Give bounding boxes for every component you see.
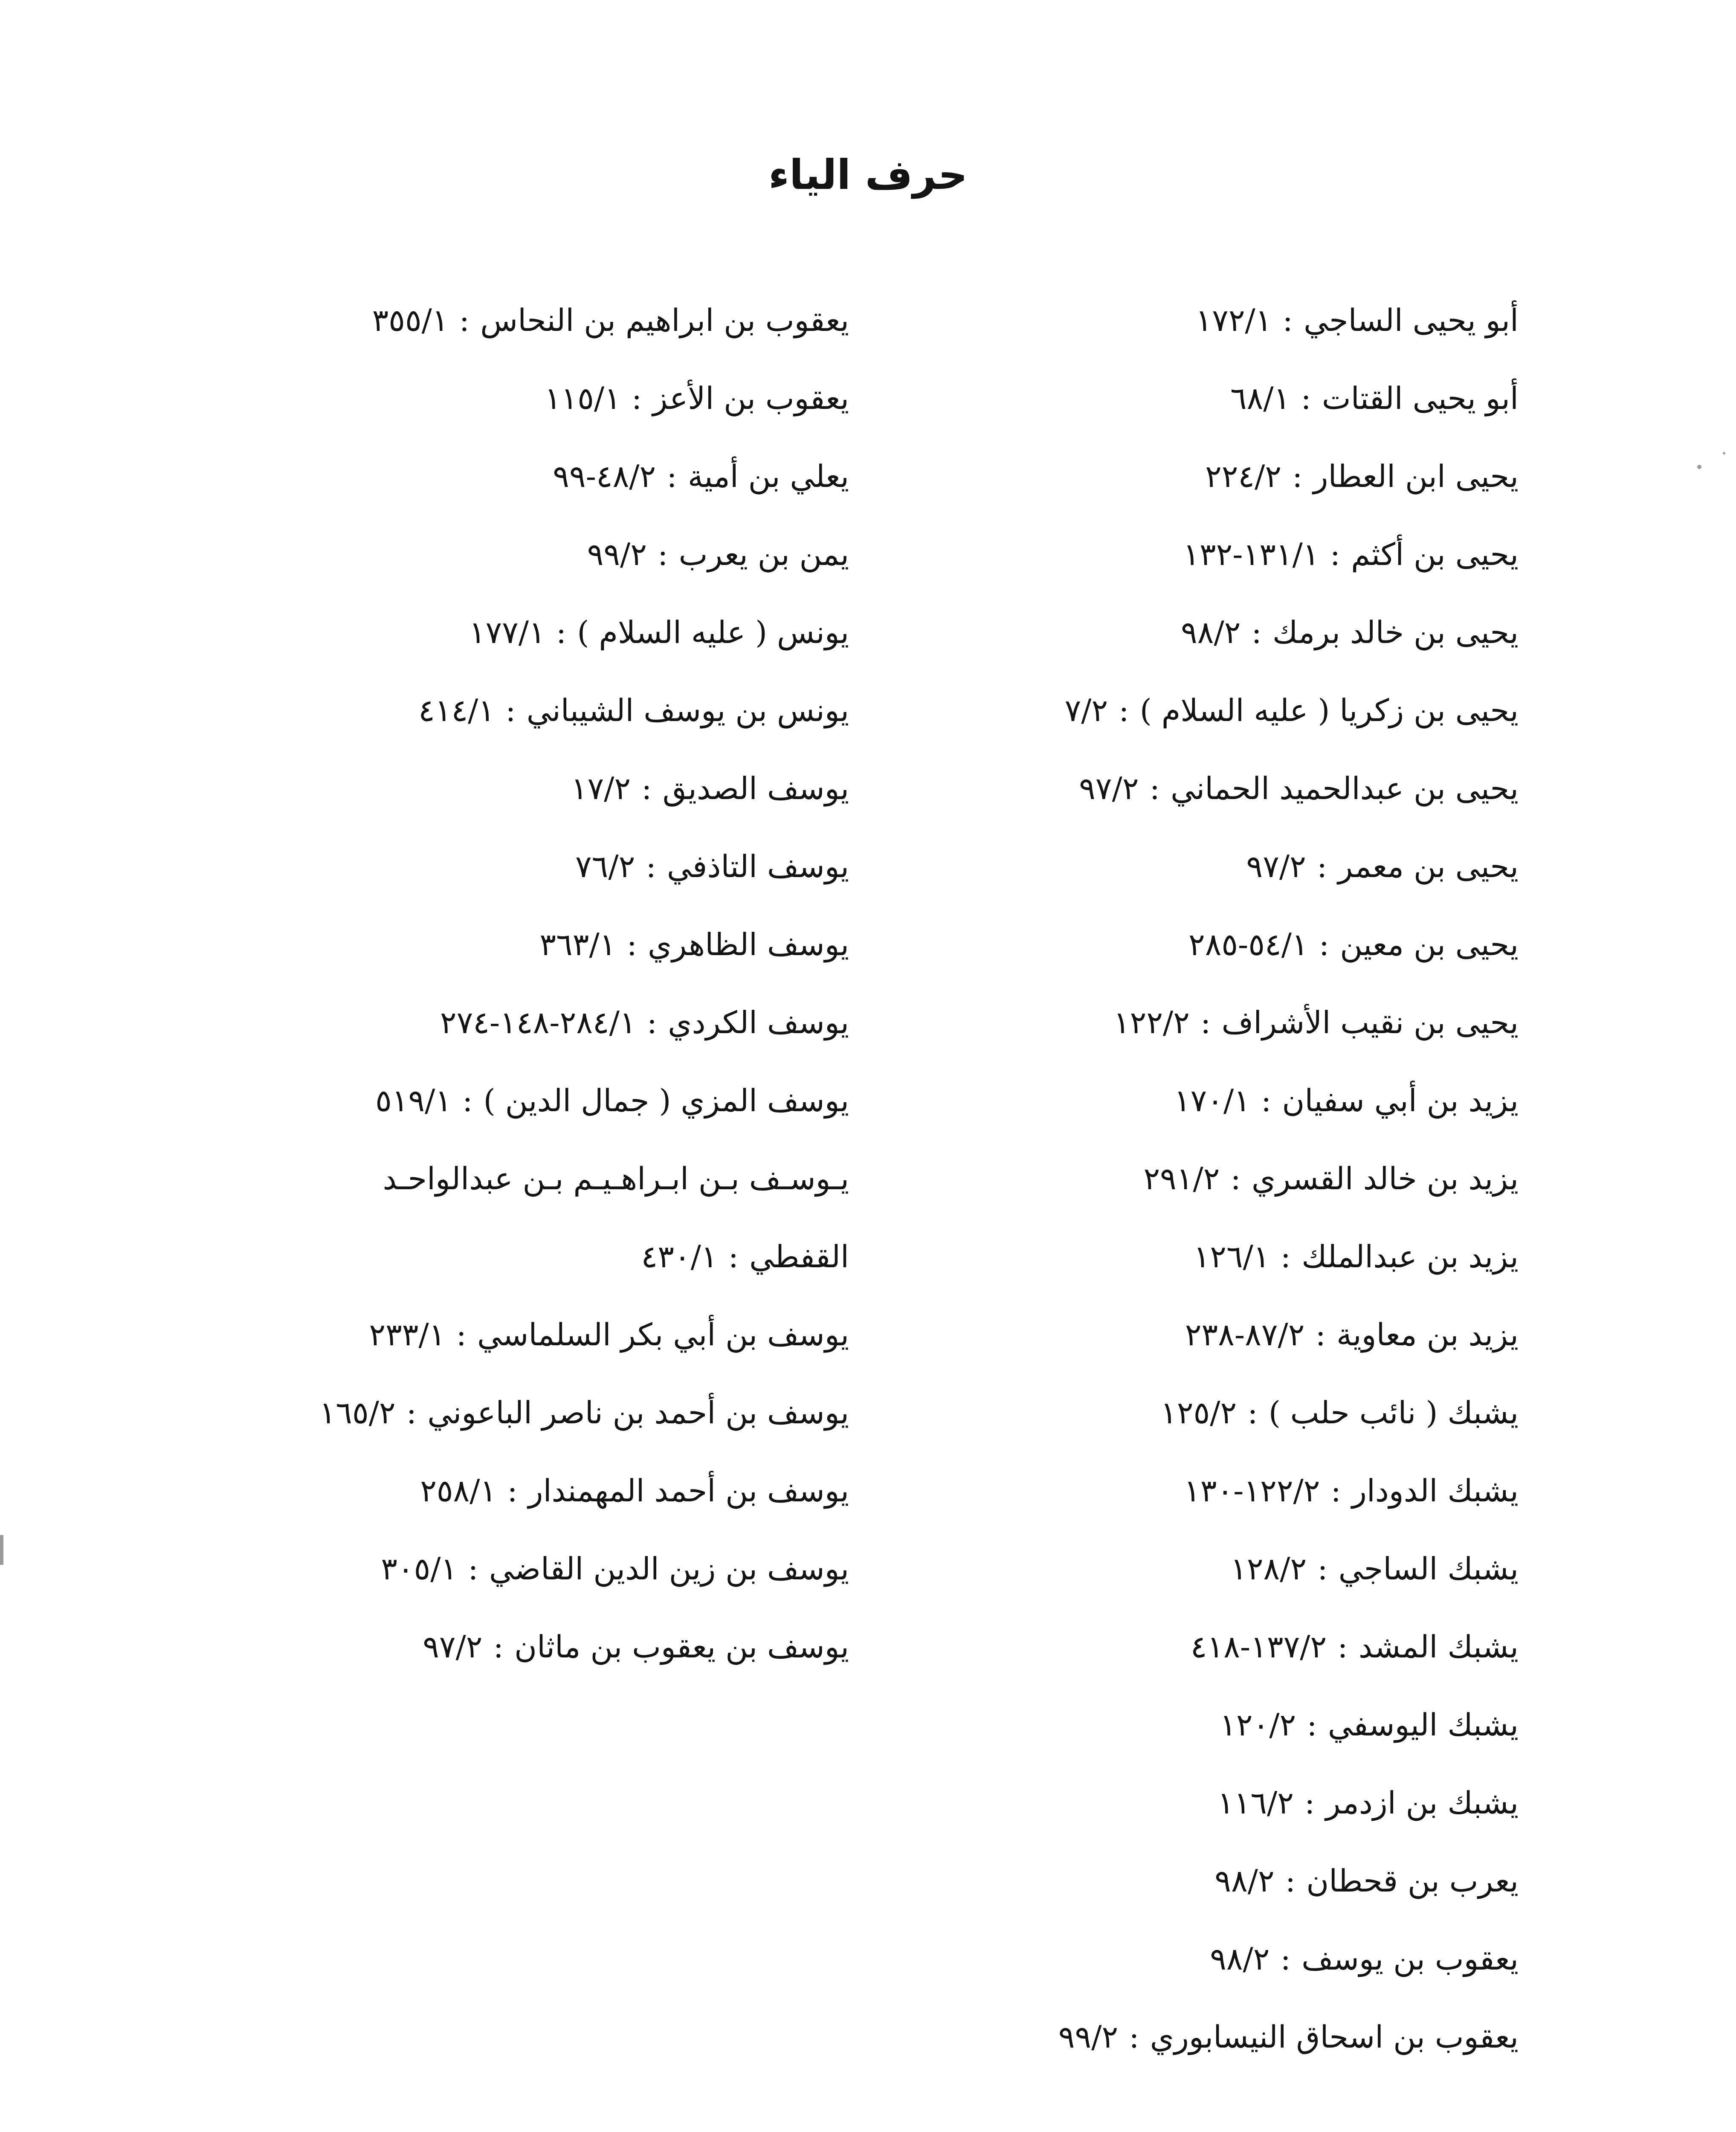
entry-page-ref: ٢٥٨/١ — [420, 1473, 497, 1509]
entry-separator: : — [1292, 458, 1303, 494]
entry-separator: : — [1149, 771, 1160, 806]
index-entry — [879, 1452, 1519, 1530]
entry-separator: : — [1261, 1083, 1272, 1118]
entry-page-ref: ٤٣٠/١ — [641, 1239, 718, 1275]
entry-page-ref: ٩٩/٢ — [1058, 2019, 1119, 2055]
index-entry — [879, 516, 1519, 594]
entry-separator: : — [658, 536, 668, 572]
index-entry — [879, 281, 1519, 359]
entry-name: يحيى بن زكريا ( عليه السلام ) — [1139, 692, 1519, 728]
index-entry — [879, 594, 1519, 672]
index-entry — [879, 1530, 1519, 1608]
entry-name: يحيى بن خالد برمك — [1272, 614, 1519, 650]
entry-separator: : — [459, 302, 470, 338]
entry-separator: : — [1247, 1395, 1258, 1431]
entry-separator: : — [406, 1395, 417, 1431]
entry-name: يـوسـف بـن ابـراهـيـم بـن عبدالواحـد — [383, 1161, 849, 1196]
entry-separator: : — [468, 1551, 478, 1587]
entry-separator: : — [1317, 1551, 1328, 1587]
index-entry — [879, 984, 1519, 1062]
entry-page-ref: ٢٢٤/٢ — [1205, 458, 1282, 494]
entry-separator: : — [1251, 614, 1262, 650]
entry-page-ref: ٩٨/٢ — [1214, 1863, 1275, 1899]
index-entry — [879, 1374, 1519, 1452]
entry-page-ref: ١١٥/١ — [544, 380, 621, 416]
entry-separator: : — [462, 1083, 473, 1118]
scan-speck — [1697, 465, 1701, 469]
entry-page-ref: ١٣١/١-١٣٢ — [1183, 536, 1319, 572]
entry-separator: : — [1307, 1707, 1317, 1743]
entry-page-ref: ٩٩/٢ — [587, 536, 647, 572]
entry-separator: : — [1304, 1785, 1315, 1821]
entry-separator: : — [1319, 927, 1330, 962]
index-entry — [879, 1998, 1519, 2076]
entry-separator: : — [1337, 1629, 1348, 1665]
entry-page-ref: ٩٨/٢ — [1181, 614, 1241, 650]
index-entry — [218, 906, 849, 984]
entry-separator: : — [493, 1629, 504, 1665]
entry-separator: : — [1280, 1941, 1291, 1977]
section-title: حرف الياء — [768, 151, 968, 199]
index-entry — [218, 750, 849, 828]
entry-name: يشبك المشد — [1358, 1629, 1519, 1665]
index-entry — [218, 828, 849, 906]
entry-name: يزيد بن معاوية — [1336, 1317, 1519, 1353]
entry-name: يوسف التاذفي — [667, 849, 849, 884]
entry-separator: : — [1282, 302, 1293, 338]
entry-name: يحيى بن معين — [1340, 927, 1519, 962]
index-entry — [218, 984, 849, 1062]
index-entry — [218, 359, 849, 437]
index-entry — [218, 1296, 849, 1374]
entry-page-ref: ٩٧/٢ — [423, 1629, 483, 1665]
entry-name: يوسف بن أبي بكر السلماسي — [477, 1317, 849, 1353]
scan-speck — [1723, 452, 1725, 455]
index-entry — [879, 906, 1519, 984]
index-column-right — [879, 281, 1519, 2076]
entry-separator: : — [507, 1473, 518, 1509]
entry-separator: : — [646, 849, 656, 884]
entry-page-ref: ٧/٢ — [1064, 692, 1108, 728]
entry-page-ref: ٨٧/٢-٢٣٨ — [1185, 1317, 1305, 1353]
entry-page-ref: ٤١٤/١ — [418, 692, 495, 728]
entry-separator: : — [1317, 849, 1327, 884]
entry-name: يزيد بن عبدالملك — [1301, 1239, 1519, 1275]
index-entry — [218, 281, 849, 359]
entry-name: القفطي — [749, 1239, 849, 1275]
entry-separator: : — [641, 771, 652, 806]
entry-page-ref: ١٧٢/١ — [1195, 302, 1272, 338]
entry-separator: : — [1315, 1317, 1326, 1353]
entry-page-ref: ٩٧/٢ — [1079, 771, 1139, 806]
entry-page-ref: ١٢٠/٢ — [1220, 1707, 1296, 1743]
index-entry — [218, 516, 849, 594]
entry-name: يعرب بن قحطان — [1306, 1863, 1519, 1899]
index-entry-first-line — [218, 1140, 849, 1218]
entry-name: يمن بن يعرب — [678, 536, 849, 572]
entry-page-ref: ١٧٧/١ — [469, 614, 545, 650]
entry-separator: : — [1280, 1239, 1291, 1275]
entry-page-ref: ٢٨٤/١-١٤٨-٢٧٤ — [440, 1005, 636, 1040]
index-entry — [879, 1764, 1519, 1842]
entry-page-ref: ١٧/٢ — [571, 771, 631, 806]
entry-separator: : — [1129, 2019, 1139, 2055]
entry-page-ref: ٩٨/٢ — [1210, 1941, 1270, 1977]
entry-name: يوسف الكردي — [668, 1005, 849, 1040]
entry-name: يونس ( عليه السلام ) — [577, 614, 849, 650]
entry-name: يشبك بن ازدمر — [1325, 1785, 1519, 1821]
entry-separator: : — [646, 1005, 657, 1040]
index-entry — [879, 1920, 1519, 1998]
entry-page-ref: ١٢٢/٢ — [1113, 1005, 1190, 1040]
entry-name: يوسف بن أحمد المهمندار — [528, 1473, 849, 1509]
entry-separator: : — [556, 614, 567, 650]
entry-page-ref: ٥٤/١-٢٨٥ — [1188, 927, 1308, 962]
index-entry — [218, 1374, 849, 1452]
entry-separator: : — [1119, 692, 1129, 728]
entry-name: يوسف بن زين الدين القاضي — [489, 1551, 849, 1587]
entry-separator: : — [1301, 380, 1311, 416]
entry-page-ref: ٢٣٣/١ — [369, 1317, 446, 1353]
entry-name: يوسف الظاهري — [648, 927, 849, 962]
index-entry — [879, 750, 1519, 828]
index-entry — [879, 1296, 1519, 1374]
entry-name: يشبك الساجي — [1338, 1551, 1519, 1587]
entry-page-ref: ٣٠٥/١ — [381, 1551, 458, 1587]
entry-page-ref: ١١٦/٢ — [1217, 1785, 1294, 1821]
index-entry — [879, 359, 1519, 437]
index-entry — [879, 1218, 1519, 1296]
index-entry — [218, 437, 849, 516]
entry-name: يعقوب بن يوسف — [1301, 1941, 1519, 1977]
index-entry — [879, 1842, 1519, 1920]
scan-speck — [0, 1535, 3, 1565]
entry-page-ref: ٢٩١/٢ — [1143, 1161, 1220, 1196]
entry-name: يشبك اليوسفي — [1327, 1707, 1519, 1743]
entry-name: يعقوب بن ابراهيم بن النحاس — [480, 302, 849, 338]
index-entry — [218, 1062, 849, 1140]
entry-separator: : — [728, 1239, 739, 1275]
entry-name: يشبك ( نائب حلب ) — [1268, 1395, 1519, 1431]
entry-name: أبو يحيى الساجي — [1304, 302, 1519, 338]
entry-name: يزيد بن خالد القسري — [1252, 1161, 1519, 1196]
entry-name: يعقوب بن اسحاق النيسابوري — [1150, 2019, 1519, 2055]
index-entry — [879, 672, 1519, 750]
entry-name: يشبك الدودار — [1352, 1473, 1519, 1509]
entry-name: أبو يحيى القتات — [1322, 380, 1519, 416]
index-entry — [879, 1140, 1519, 1218]
entry-page-ref: ١٢٨/٢ — [1230, 1551, 1307, 1587]
index-column-left — [218, 281, 849, 1686]
entry-name: يعلي بن أمية — [687, 458, 849, 494]
entry-name: يزيد بن أبي سفيان — [1282, 1083, 1519, 1118]
index-entry — [218, 1608, 849, 1686]
index-entry — [879, 1062, 1519, 1140]
entry-page-ref: ٤٨/٢-٩٩ — [553, 458, 656, 494]
index-entry — [879, 1608, 1519, 1686]
entry-page-ref: ٩٧/٢ — [1246, 849, 1306, 884]
entry-page-ref: ٧٦/٢ — [575, 849, 635, 884]
index-entry — [218, 1530, 849, 1608]
index-entry-continuation — [218, 1218, 849, 1296]
entry-separator: : — [1230, 1161, 1241, 1196]
entry-page-ref: ١٢٥/٢ — [1160, 1395, 1237, 1431]
entry-page-ref: ٦٨/١ — [1230, 380, 1290, 416]
entry-separator: : — [505, 692, 516, 728]
entry-name: يعقوب بن الأعز — [652, 380, 849, 416]
entry-page-ref: ١٦٥/٢ — [319, 1395, 396, 1431]
entry-page-ref: ١٧٠/١ — [1174, 1083, 1250, 1118]
entry-name: يوسف الصديق — [662, 771, 849, 806]
entry-name: يونس بن يوسف الشيباني — [526, 692, 849, 728]
entry-page-ref: ٣٥٥/١ — [372, 302, 449, 338]
entry-name: يحيى بن عبدالحميد الحماني — [1171, 771, 1519, 806]
entry-name: يحيى بن نقيب الأشراف — [1221, 1005, 1519, 1040]
entry-separator: : — [626, 927, 637, 962]
entry-separator: : — [456, 1317, 467, 1353]
index-entry — [218, 594, 849, 672]
entry-separator: : — [632, 380, 642, 416]
entry-separator: : — [1330, 1473, 1341, 1509]
index-entry — [879, 1686, 1519, 1764]
entry-page-ref: ٥١٩/١ — [375, 1083, 452, 1118]
entry-separator: : — [667, 458, 677, 494]
index-entry — [879, 437, 1519, 516]
entry-name: يحيى بن معمر — [1338, 849, 1519, 884]
entry-name: يحيى ابن العطار — [1313, 458, 1519, 494]
index-entry — [218, 672, 849, 750]
entry-name: يوسف بن أحمد بن ناصر الباعوني — [427, 1395, 849, 1431]
entry-name: يوسف المزي ( جمال الدين ) — [483, 1083, 849, 1118]
index-entry — [218, 1452, 849, 1530]
entry-name: يحيى بن أكثم — [1351, 536, 1519, 572]
entry-page-ref: ١٢٦/١ — [1193, 1239, 1270, 1275]
entry-separator: : — [1330, 536, 1340, 572]
entry-name: يوسف بن يعقوب بن ماثان — [514, 1629, 849, 1665]
entry-page-ref: ١٣٧/٢-٤١٨ — [1190, 1629, 1327, 1665]
entry-page-ref: ٣٦٣/١ — [539, 927, 616, 962]
index-entry — [879, 828, 1519, 906]
entry-separator: : — [1285, 1863, 1296, 1899]
entry-page-ref: ١٢٢/٢-١٣٠ — [1184, 1473, 1320, 1509]
entry-separator: : — [1200, 1005, 1211, 1040]
